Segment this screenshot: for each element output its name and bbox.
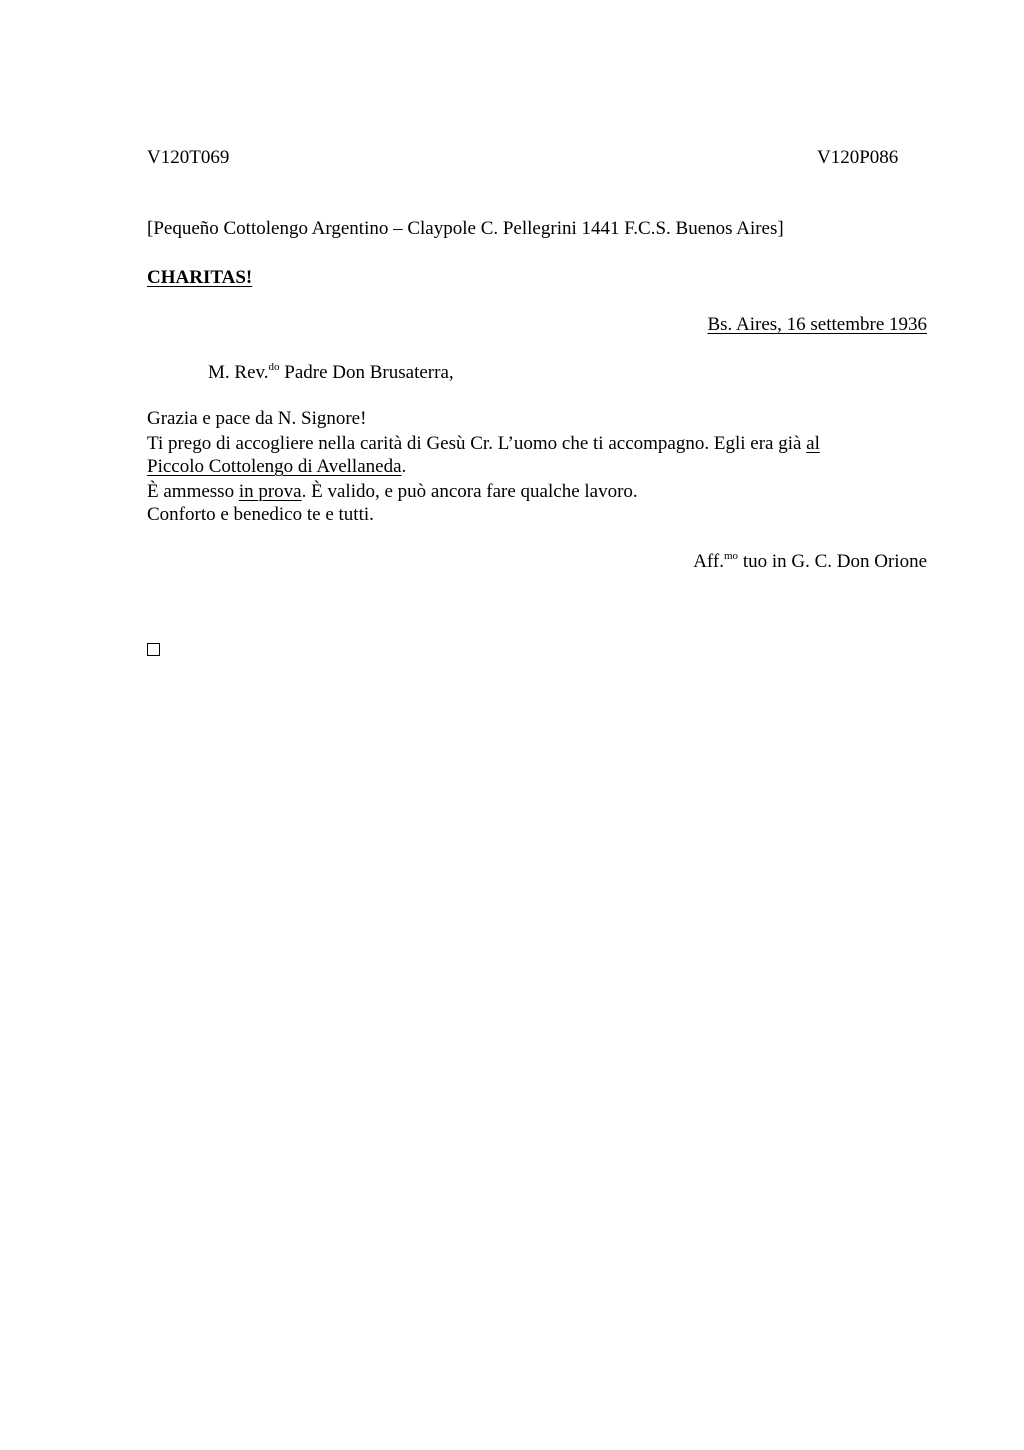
signature-prefix: Aff.	[693, 551, 724, 572]
letterhead: [Pequeño Cottolengo Argentino – Claypole C. Pellegrini 1441 F.C.S. Buenos Aires]	[147, 218, 784, 239]
salutation-superscript: do	[268, 361, 280, 373]
body-line-2	[147, 432, 820, 456]
signature-rest: tuo in G. C. Don Orione	[738, 551, 927, 572]
document-code-right: V120P086	[817, 147, 899, 168]
body-line-3-underlined: Piccolo Cottolengo di Avellaneda	[147, 456, 402, 477]
body-line-2-underlined: al	[806, 433, 820, 454]
body-line-4	[147, 480, 638, 504]
body-line-2-text: Ti prego di accogliere nella carità di Gesù Cr. L’uomo che ti accompagno. Egli era già	[147, 433, 807, 454]
checkbox-square	[147, 643, 160, 656]
salutation-rest: Padre Don Brusaterra,	[279, 362, 454, 383]
body-line-1: Grazia e pace da N. Signore!	[147, 408, 367, 429]
body-line-4-underlined: in prova	[238, 481, 302, 502]
body-line-3	[147, 455, 406, 479]
body-line-4-before: È ammesso	[147, 481, 239, 502]
document-code-left: V120T069	[147, 147, 230, 168]
salutation	[208, 361, 454, 385]
date-line: Bs. Aires, 16 settembre 1936	[707, 314, 927, 335]
body-line-3-text: .	[401, 456, 407, 477]
signature	[693, 550, 927, 574]
motto: CHARITAS!	[147, 267, 253, 288]
body-line-4-after: . È valido, e può ancora fare qualche lavoro.	[301, 481, 638, 502]
signature-superscript: mo	[724, 550, 739, 562]
body-line-5: Conforto e benedico te e tutti.	[147, 504, 374, 525]
salutation-prefix: M. Rev.	[208, 362, 269, 383]
